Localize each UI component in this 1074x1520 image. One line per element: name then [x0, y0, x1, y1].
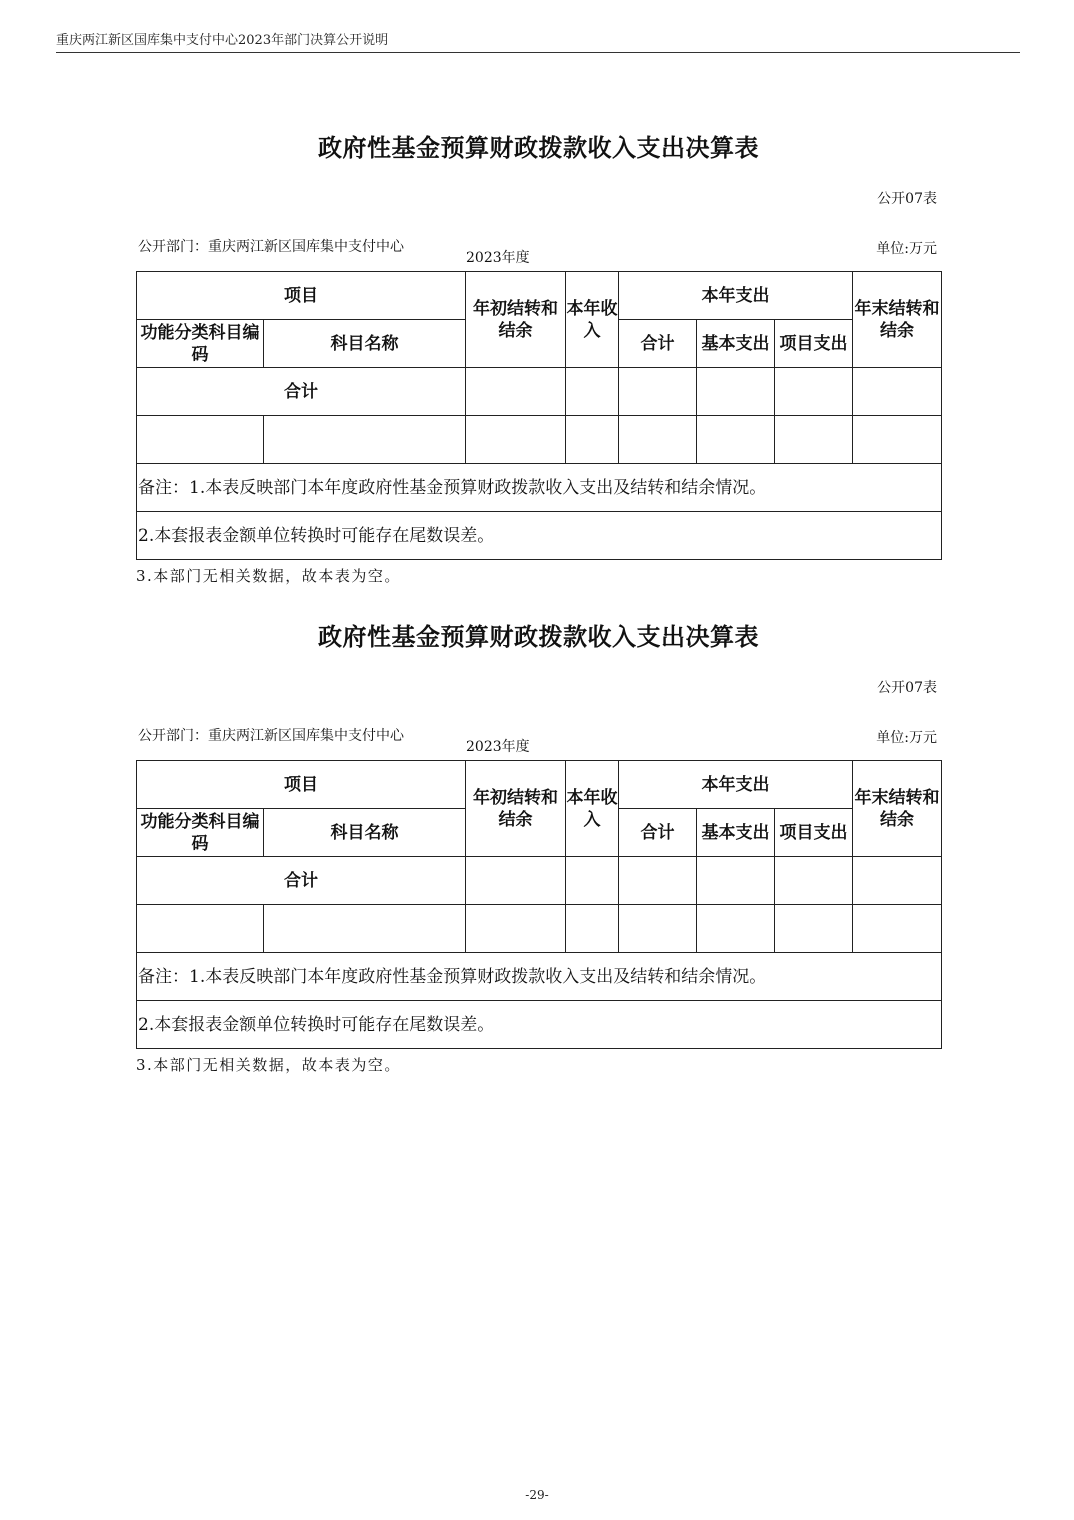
header-exp-project: 项目支出 [775, 320, 853, 368]
total-row [137, 857, 942, 905]
cell-empty [466, 368, 566, 416]
cell-empty [775, 905, 853, 953]
cell-empty [853, 857, 942, 905]
table-code: 公开07表 [877, 191, 937, 207]
running-header: 重庆两江新区国库集中支付中心2023年部门决算公开说明 [56, 30, 1020, 53]
cell-empty [697, 905, 775, 953]
cell-empty [264, 905, 466, 953]
header-exp-basic: 基本支出 [697, 320, 775, 368]
cell-empty [566, 857, 619, 905]
header-func-code: 功能分类科目编码 [137, 320, 264, 368]
header-subject-name: 科目名称 [264, 809, 466, 857]
department-label: 公开部门：重庆两江新区国库集中支付中心 [138, 239, 404, 255]
note-2: 2.本套报表金额单位转换时可能存在尾数误差。 [137, 512, 942, 560]
header-opening-balance: 年初结转和结余 [466, 761, 566, 857]
cell-empty [466, 857, 566, 905]
cell-empty [566, 416, 619, 464]
cell-empty [853, 416, 942, 464]
header-exp-total: 合计 [619, 809, 697, 857]
note-3: 3.本部门无相关数据，故本表为空。 [136, 567, 401, 585]
cell-empty [619, 416, 697, 464]
header-closing-balance: 年末结转和结余 [853, 272, 942, 368]
report-title: 政府性基金预算财政拨款收入支出决算表 [318, 623, 759, 651]
cell-empty [697, 857, 775, 905]
unit-label: 单位:万元 [876, 730, 937, 746]
total-row [137, 368, 942, 416]
header-func-code: 功能分类科目编码 [137, 809, 264, 857]
table-row [137, 416, 942, 464]
total-label: 合计 [137, 857, 466, 905]
cell-empty [775, 416, 853, 464]
cell-empty [264, 416, 466, 464]
department-label: 公开部门：重庆两江新区国库集中支付中心 [138, 728, 404, 744]
cell-empty [619, 857, 697, 905]
table-code: 公开07表 [877, 680, 937, 696]
cell-empty [619, 368, 697, 416]
header-expenditure: 本年支出 [619, 272, 853, 320]
note-1: 备注：1.本表反映部门本年度政府性基金预算财政拨款收入支出及结转和结余情况。 [137, 953, 942, 1001]
cell-empty [137, 416, 264, 464]
fiscal-year: 2023年度 [466, 739, 530, 755]
fiscal-year: 2023年度 [466, 250, 530, 266]
cell-empty [853, 905, 942, 953]
header-subject-name: 科目名称 [264, 320, 466, 368]
header-exp-basic: 基本支出 [697, 809, 775, 857]
header-project: 项目 [137, 761, 466, 809]
report-title: 政府性基金预算财政拨款收入支出决算表 [318, 134, 759, 162]
cell-empty [619, 905, 697, 953]
unit-label: 单位:万元 [876, 241, 937, 257]
cell-empty [775, 368, 853, 416]
fund-table [136, 760, 942, 1049]
total-label: 合计 [137, 368, 466, 416]
header-exp-project: 项目支出 [775, 809, 853, 857]
header-closing-balance: 年末结转和结余 [853, 761, 942, 857]
header-income: 本年收入 [566, 761, 619, 857]
note-3: 3.本部门无相关数据，故本表为空。 [136, 1056, 401, 1074]
cell-empty [697, 416, 775, 464]
header-opening-balance: 年初结转和结余 [466, 272, 566, 368]
note-2: 2.本套报表金额单位转换时可能存在尾数误差。 [137, 1001, 942, 1049]
cell-empty [697, 368, 775, 416]
cell-empty [566, 368, 619, 416]
cell-empty [466, 905, 566, 953]
header-exp-total: 合计 [619, 320, 697, 368]
cell-empty [775, 857, 853, 905]
table-row [137, 905, 942, 953]
header-expenditure: 本年支出 [619, 761, 853, 809]
cell-empty [853, 368, 942, 416]
header-project: 项目 [137, 272, 466, 320]
note-1: 备注：1.本表反映部门本年度政府性基金预算财政拨款收入支出及结转和结余情况。 [137, 464, 942, 512]
page-number: -29- [525, 1488, 549, 1502]
header-income: 本年收入 [566, 272, 619, 368]
cell-empty [466, 416, 566, 464]
cell-empty [566, 905, 619, 953]
fund-table [136, 271, 942, 560]
cell-empty [137, 905, 264, 953]
